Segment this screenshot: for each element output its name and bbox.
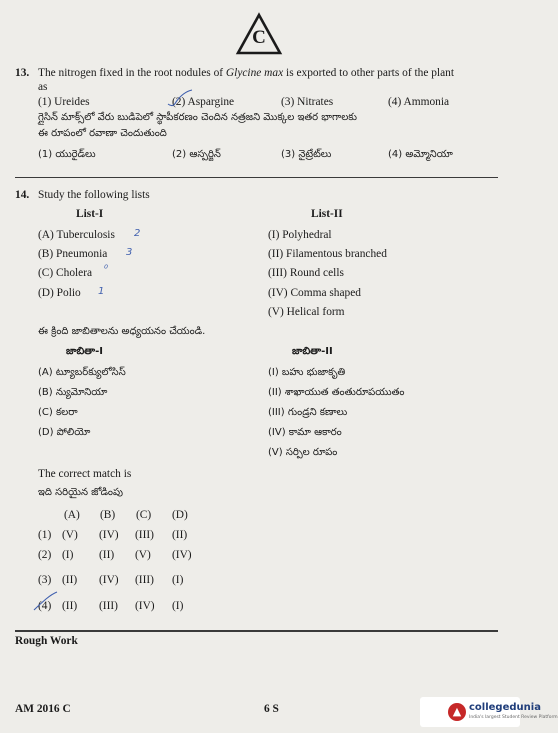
logo-tagline: India's largest Student Review Platform (469, 715, 558, 720)
match-row-cell: (I) (172, 574, 184, 586)
q13-option-1: (1) Ureides (38, 96, 90, 108)
match-row-cell: (I) (172, 600, 184, 612)
list1-item-b: (B) Pneumonia (38, 248, 108, 260)
handwritten-mark-c: ⁰ (104, 264, 109, 275)
q13-telugu-line1: గ్లైసిన్ మాక్స్‌లో వేరు బుడిపెలో స్థాపీకరణం చెందిన నత్రజని మొక్కల ఇతర భాగాలకు (38, 112, 357, 123)
q13-stem-text: The nitrogen fixed in the root nodules of (38, 67, 224, 79)
match-row-label: (3) (38, 574, 52, 586)
match-row-cell: (IV) (172, 549, 192, 561)
q13-species: Glycine max (225, 67, 284, 79)
match-row-cell: (II) (99, 549, 115, 561)
match-row-cell: (III) (99, 600, 118, 612)
match-header-a: (A) (64, 509, 80, 521)
list1-item-a: (A) Tuberculosis (38, 229, 115, 241)
q13-option-3: (3) Nitrates (281, 96, 334, 108)
handwritten-mark-a: 2 (134, 228, 141, 239)
list2-item-4: (IV) Comma shaped (268, 287, 361, 299)
graduation-cap-icon: ▲ (448, 703, 466, 721)
match-row-label: (2) (38, 549, 52, 561)
match-row-label: (1) (38, 529, 52, 541)
match-label: The correct match is (38, 468, 132, 480)
handwritten-mark-b: 3 (126, 247, 133, 258)
q13-option-4: (4) Ammonia (388, 96, 450, 108)
telugu-list1-item-d: (D) పోలియో (38, 427, 91, 438)
list2-title: List-II (311, 208, 343, 220)
q13-stem-line1 (38, 66, 508, 80)
telugu-list1-item-a: (A) ట్యూబర్‌క్యులోసిస్ (38, 367, 126, 378)
telugu-list2-item-4: (IV) కామా ఆకారం (268, 427, 342, 438)
q13-telugu-option-3: (3) నైట్రేట్‌లు (281, 149, 332, 160)
q13-stem-line2: as (38, 81, 48, 93)
list2-item-1: (I) Polyhedral (268, 229, 332, 241)
q13-option-2: (2) Aspargine (172, 96, 235, 108)
q13-stem-text-end: is exported to other parts of the plant (286, 67, 454, 79)
match-row-cell: (IV) (99, 529, 119, 541)
match-row-cell: (III) (135, 529, 154, 541)
match-row-cell: (IV) (99, 574, 119, 586)
q14-number: 14. (15, 189, 30, 201)
match-header-d: (D) (172, 509, 188, 521)
q14-intro: Study the following lists (38, 189, 150, 201)
series-letter: C (252, 27, 266, 48)
match-row-cell: (III) (135, 574, 154, 586)
telugu-list1-item-b: (B) న్యుమోనియా (38, 387, 108, 398)
telugu-list2-item-2: (II) శాఖాయుత తంతురూపయుతం (268, 387, 405, 398)
match-row-cell: (V) (135, 549, 151, 561)
divider (15, 177, 498, 178)
match-row-cell: (II) (62, 600, 78, 612)
telugu-list2-title: జాబితా-II (292, 346, 333, 357)
q13-telugu-option-2: (2) ఆస్పర్జిన్ (172, 149, 221, 160)
match-row-cell: (IV) (135, 600, 155, 612)
telugu-list2-item-5: (V) సర్పిల రూపం (268, 447, 338, 458)
page-number: 6 S (264, 703, 279, 715)
rough-work-label: Rough Work (15, 635, 78, 647)
list2-item-3: (III) Round cells (268, 267, 344, 279)
list1-title: List-I (76, 208, 104, 220)
telugu-list1-title: జాబితా-I (66, 346, 103, 357)
q13-number: 13. (15, 67, 30, 79)
telugu-list1-item-c: (C) కలరా (38, 407, 78, 418)
list1-item-d: (D) Polio (38, 287, 81, 299)
q13-telugu-option-1: (1) యురైడ్‌లు (38, 149, 96, 160)
handwritten-mark-d: 1 (98, 286, 105, 297)
match-header-b: (B) (100, 509, 116, 521)
q13-tick-mark-icon (165, 88, 195, 110)
telugu-match-label: ఇది సరియైన జోడింపు (38, 487, 123, 498)
list2-item-5: (V) Helical form (268, 306, 345, 318)
match-row-cell: (V) (62, 529, 78, 541)
list1-item-c: (C) Cholera (38, 267, 93, 279)
match-row-cell: (II) (172, 529, 188, 541)
list2-item-2: (II) Filamentous branched (268, 248, 387, 260)
q13-telugu-line2: ఈ రూపంలో రవాణా చెందుతుంది (38, 128, 167, 139)
match-row-label: (4) (38, 600, 52, 612)
q13-telugu-option-4: (4) అమ్మోనియా (388, 149, 453, 160)
match-row-cell: (II) (62, 574, 78, 586)
booklet-code: AM 2016 C (15, 703, 71, 715)
telugu-list2-item-3: (III) గుండ్రని కణాలు (268, 407, 348, 418)
rough-work-divider (15, 630, 498, 632)
option-4-tick-mark-icon (30, 590, 60, 614)
match-row-cell: (I) (62, 549, 74, 561)
telugu-list2-item-1: (I) బహు భుజాకృతి (268, 367, 346, 378)
q14-telugu-intro: ఈ క్రింది జాబితాలను అధ్యయనం చేయండి. (38, 326, 206, 337)
logo-name: collegedunia (469, 702, 541, 713)
match-header-c: (C) (136, 509, 152, 521)
